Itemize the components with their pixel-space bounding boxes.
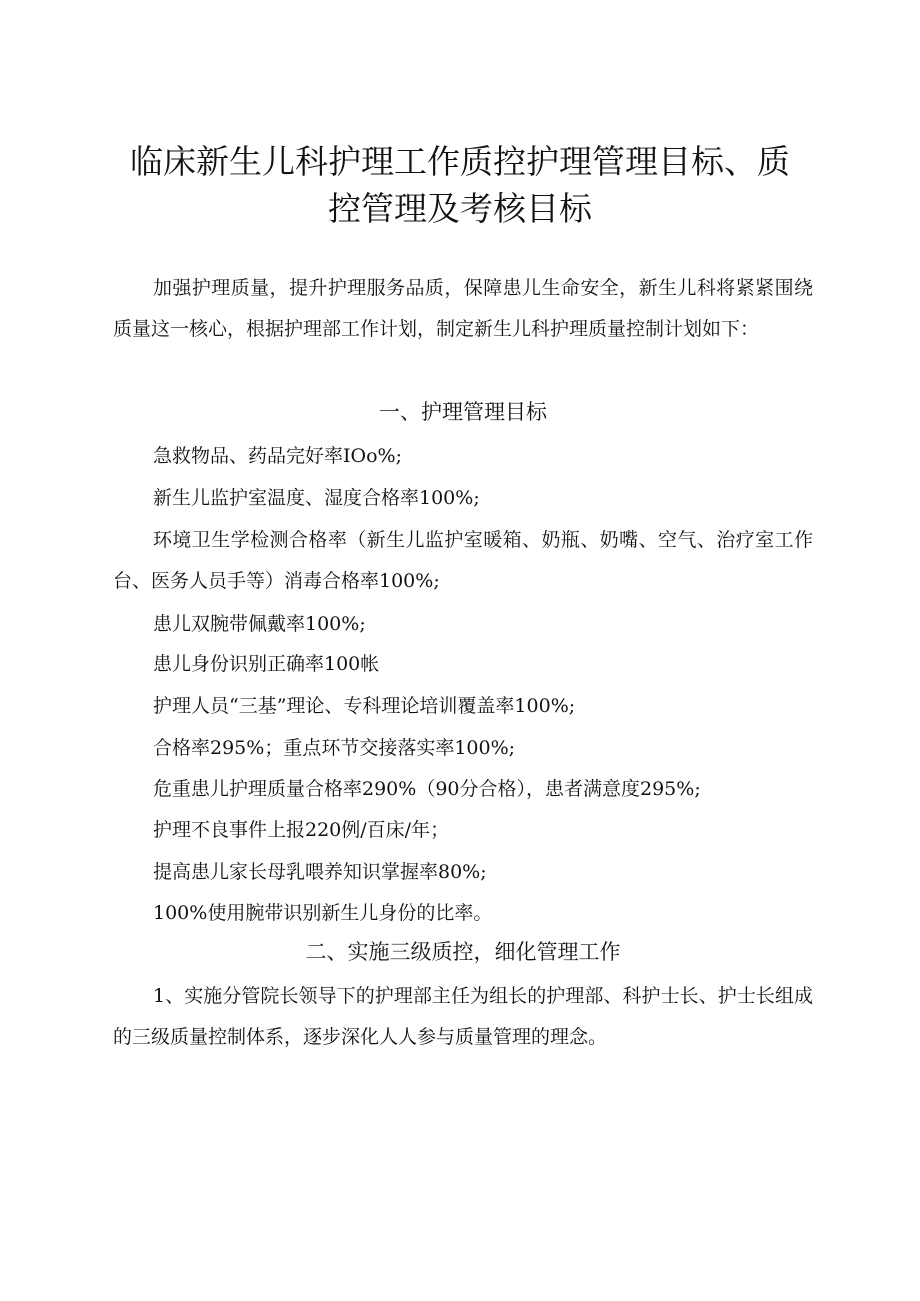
goal-item-6: 护理人员“三基”理论、专科理论培训覆盖率100%; — [153, 695, 576, 717]
goal-item-8: 危重患儿护理质量合格率290%（90分合格），患者满意度295%; — [153, 778, 701, 800]
intro-paragraph: 加强护理质量，提升护理服务品质，保障患儿生命安全，新生儿科将紧紧围绕质量这一核心，根据护理部工作计划，制定新生儿科护理质量控制计划如下： — [113, 277, 813, 340]
section-heading-three-level-qc: 二、实施三级质控，细化管理工作 — [305, 940, 621, 964]
goal-item-7: 合格率295%；重点环节交接落实率100%; — [153, 737, 516, 759]
goal-item-2: 新生儿监护室温度、湿度合格率100%; — [153, 487, 480, 509]
section2-paragraph: 1、实施分管院长领导下的护理部主任为组长的护理部、科护士长、护士长组成的三级质量控制体系，逐步深化人人参与质量管理的理念。 — [113, 985, 813, 1048]
goal-item-1: 急救物品、药品完好率IOo%; — [153, 445, 402, 467]
document-title-line-2: 控管理及考核目标 — [328, 189, 592, 228]
goal-item-4: 患儿双腕带佩戴率100%; — [153, 613, 366, 635]
goal-item-3: 环境卫生学检测合格率（新生儿监护室暖箱、奶瓶、奶嘴、空气、治疗室工作台、医务人员手等）消毒合格率100%; — [113, 529, 813, 592]
goal-item-5: 患儿身份识别正确率100帐 — [153, 653, 380, 675]
section-heading-nursing-goals: 一、护理管理目标 — [379, 400, 547, 424]
goal-item-11: 100%使用腕带识别新生儿身份的比率。 — [153, 902, 493, 924]
goal-item-10: 提高患儿家长母乳喂养知识掌握率80%; — [153, 861, 487, 883]
goal-item-9: 护理不良事件上报220例/百床/年； — [153, 819, 450, 841]
document-title-line-1: 临床新生儿科护理工作质控护理管理目标、质 — [130, 142, 790, 181]
